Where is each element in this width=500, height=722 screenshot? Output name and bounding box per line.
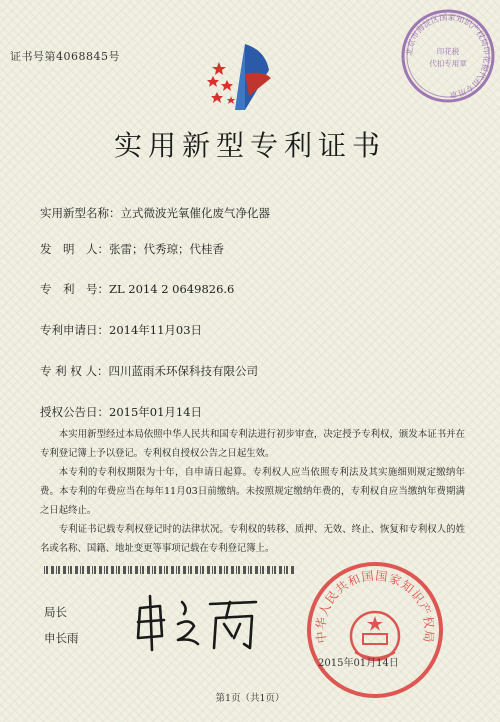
inventor-label: 发 明 人：: [40, 242, 109, 256]
filing-date-field: [40, 322, 202, 338]
grant-date-value: 2015年01月14日: [109, 405, 203, 419]
barcode-strip: [44, 566, 294, 574]
svg-text:印花税: 印花税: [436, 47, 460, 56]
patentee-field: [40, 363, 258, 379]
grant-date-field: [40, 404, 202, 420]
grant-date-label: 授权公告日：: [40, 405, 109, 419]
patentee-value: 四川蓝雨禾环保科技有限公司: [108, 364, 258, 378]
handwritten-signature-icon: [132, 592, 262, 652]
page-title: 实用新型专利证书: [113, 129, 386, 162]
page-number: 第1页（共1页）: [215, 693, 285, 704]
body-paragraph: 专利证书记载专利权登记时的法律状况。专利权的转移、质押、无效、终止、恢复和专利权人的姓名或名称、国籍、地址变更等事项记载在专利登记簿上。: [40, 524, 465, 554]
utility-model-name-label: 实用新型名称：: [40, 206, 121, 220]
patent-office-logo-icon: [205, 40, 277, 116]
utility-model-name-field: [40, 205, 270, 221]
inventor-field: [40, 241, 224, 257]
tax-stamp-seal-icon: [398, 6, 498, 106]
certificate-number: 证书号第4068845号: [10, 50, 120, 63]
director-title: 局长: [44, 605, 67, 619]
filing-date-label: 专利申请日：: [40, 323, 109, 337]
official-seal-icon: [305, 560, 445, 700]
certificate-body-text: [40, 425, 465, 558]
body-paragraph: 本实用新型经过本局依照中华人民共和国专利法进行初步审查，决定授予专利权，颁发本证书并在专利登记簿上予以登记。专利权自授权公告之日起生效。: [40, 429, 465, 459]
svg-text:代扣专用章: 代扣专用章: [429, 59, 467, 68]
signing-date: 2015年01月14日: [318, 658, 399, 669]
utility-model-name-value: 立式微波光氧催化废气净化器: [120, 206, 270, 220]
patent-number-label: 专 利 号：: [40, 282, 109, 296]
director-name: 申长雨: [44, 631, 79, 645]
body-paragraph: 本专利的专利权期限为十年，自申请日起算。专利权人应当依照专利法及其实施细则规定缴纳年费。本专利的年费应当在每年11月03日前缴纳。未按照规定缴纳年费的，专利权自应当缴纳年费期满之日起终止。: [40, 467, 465, 516]
filing-date-value: 2014年11月03日: [109, 323, 203, 337]
tax-seal-ring-text: 北京市海淀区国家知识产权局印花税代扣专用章: [404, 12, 492, 100]
inventor-value: 张雷；代秀琼；代桂香: [109, 242, 224, 256]
patent-number-field: [40, 281, 234, 297]
patent-number-value: ZL 2014 2 0649826.6: [109, 282, 235, 296]
patentee-label: 专 利 权 人：: [40, 364, 109, 378]
seal-ring-text: 中华人民共和国国家知识产权局: [313, 568, 437, 645]
